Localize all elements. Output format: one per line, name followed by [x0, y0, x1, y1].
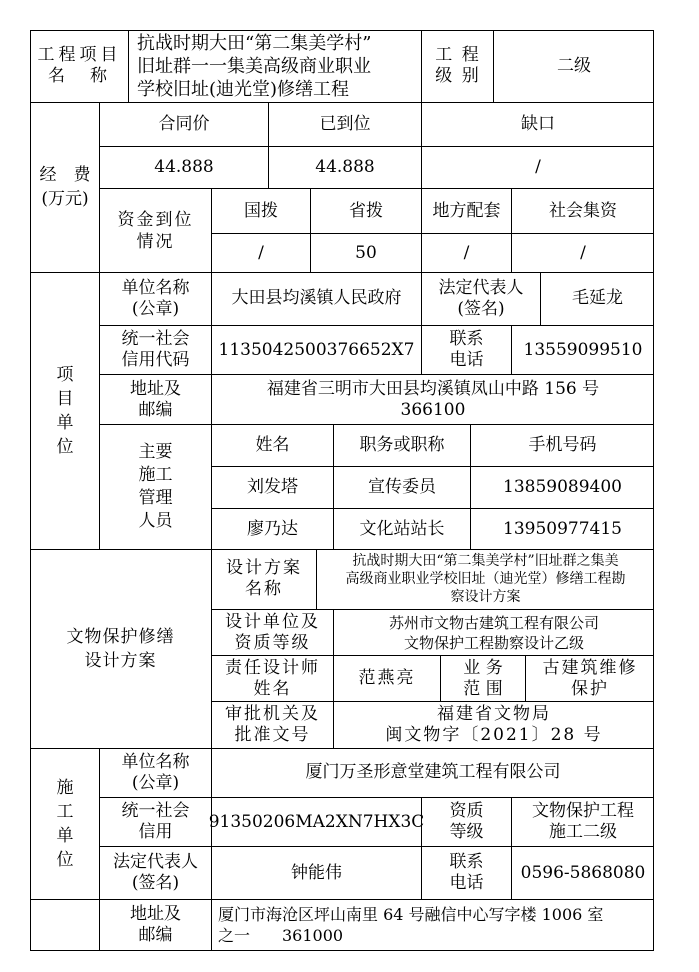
designer-value: 范燕亮	[358, 668, 416, 688]
managers-header-phone: 手机号码	[528, 435, 597, 455]
construction-qual-label: 资质 等级	[449, 801, 484, 842]
construction-address-value: 厦门市海沧区坪山南里 64 号融信中心写字楼 1006 室 之一 361000	[218, 905, 604, 945]
project-name-label: 工程项目 名 称	[37, 45, 122, 86]
project-name-value: 抗战时期大田“第二集美学村” 旧址群一一集美高级商业职业 学校旧址(迪光堂)修缮工程	[137, 32, 372, 100]
project-managers-label: 主要 施工 管理 人员	[138, 442, 173, 531]
manager-title: 宣传委员	[368, 477, 436, 497]
project-credit-code-value: 1135042500376652X7	[218, 339, 415, 360]
project-phone-label: 联系 电话	[449, 329, 484, 370]
construction-unit-label: 施 工 单 位	[56, 777, 74, 870]
construction-credit-value: 91350206MA2XN7HX3C	[208, 811, 425, 832]
funding-header-received: 已到位	[319, 113, 371, 134]
funding-source-label: 资金到位 情况	[117, 209, 194, 252]
funding-source-local: 地方配套	[432, 200, 501, 221]
design-unit-label: 设计单位及 资质等级	[225, 611, 320, 653]
manager-phone: 13859089400	[503, 477, 622, 497]
funding-source-social-value: /	[580, 242, 586, 263]
approval-label: 审批机关及 批准文号	[225, 704, 320, 745]
construction-legal-value: 钟能伟	[291, 862, 342, 883]
funding-value-received: 44.888	[315, 157, 375, 177]
design-unit-value: 苏州市文物古建筑工程有限公司 文物保护工程勘察设计乙级	[388, 613, 599, 652]
project-legal-rep-label: 法定代表人 (签名)	[438, 277, 524, 319]
construction-credit-label: 统一社会 信用	[121, 801, 190, 842]
funding-source-national-value: /	[258, 242, 264, 263]
project-unit-label: 项 目 单 位	[56, 364, 74, 457]
project-unit-name-value: 大田县均溪镇人民政府	[231, 288, 402, 308]
managers-header-name: 姓名	[255, 435, 290, 455]
construction-name-value: 厦门万圣形意堂建筑工程有限公司	[305, 762, 561, 782]
project-credit-code-label: 统一社会 信用代码	[121, 329, 190, 370]
construction-phone-value: 0596-5868080	[520, 862, 646, 883]
funding-source-national: 国拨	[244, 200, 278, 221]
manager-phone: 13950977415	[503, 518, 622, 539]
funding-source-local-value: /	[463, 242, 470, 263]
funding-source-social: 社会集资	[549, 200, 617, 221]
construction-legal-label: 法定代表人 (签名)	[113, 852, 198, 893]
funding-source-provincial: 省拨	[349, 200, 383, 221]
project-unit-name-label: 单位名称 (公章)	[121, 277, 190, 319]
designer-label: 责任设计师 姓名	[225, 657, 320, 699]
project-grade-label: 工 程 级 别	[435, 45, 481, 86]
scope-label: 业 务 范 围	[463, 657, 503, 699]
funding-header-contract: 合同价	[158, 113, 210, 134]
design-label: 文物保护修缮 设计方案	[66, 626, 175, 671]
project-grade-value: 二级	[557, 55, 591, 76]
scope-value: 古建筑维修 保护	[542, 657, 638, 699]
design-plan-name-label: 设计方案 名称	[226, 558, 302, 599]
construction-address-label: 地址及 邮编	[130, 904, 181, 945]
funding-value-contract: 44.888	[154, 157, 214, 177]
project-legal-rep-value: 毛延龙	[572, 288, 623, 308]
funding-label: 经 费 (万元)	[39, 165, 91, 209]
approval-value: 福建省文物局 闽文物字〔2021〕28 号	[385, 704, 603, 745]
funding-source-provincial-value: 50	[355, 242, 377, 263]
construction-qual-value: 文物保护工程 施工二级	[532, 801, 634, 842]
construction-phone-label: 联系 电话	[449, 852, 484, 893]
manager-title: 文化站站长	[359, 518, 445, 539]
funding-value-gap: /	[535, 157, 541, 177]
managers-header-title: 职务或职称	[359, 435, 445, 455]
manager-name: 廖乃达	[247, 518, 298, 539]
project-address-value: 福建省三明市大田县均溪镇凤山中路 156 号 366100	[266, 378, 600, 420]
construction-name-label: 单位名称 (公章)	[121, 751, 190, 793]
project-address-label: 地址及 邮编	[130, 378, 181, 420]
manager-name: 刘发塔	[247, 477, 298, 497]
project-phone-value: 13559099510	[523, 339, 643, 360]
funding-header-gap: 缺口	[521, 113, 555, 134]
design-plan-name-value: 抗战时期大田“第二集美学村”旧址群之集美 高级商业职业学校旧址（迪光堂）修缮工程勘 察设计方案	[345, 553, 626, 605]
